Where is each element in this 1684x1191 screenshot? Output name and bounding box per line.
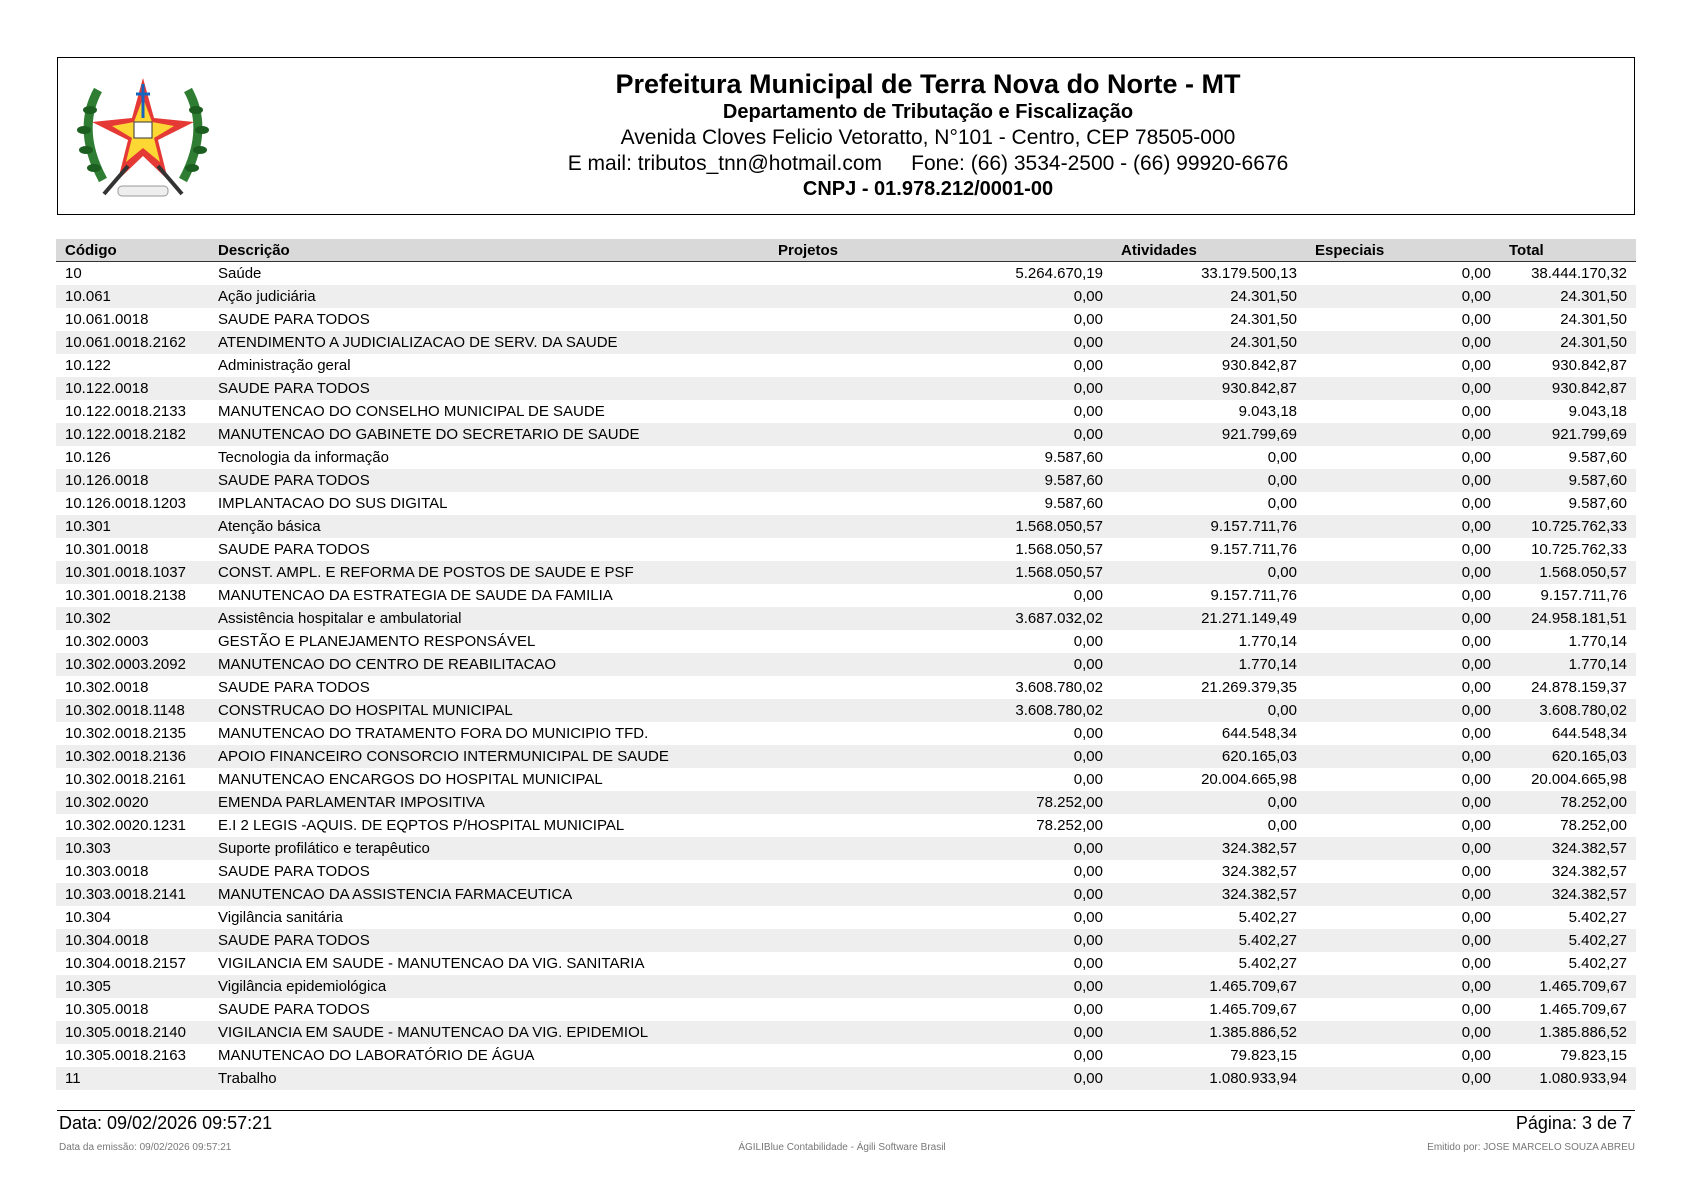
cell-especiais: 0,00 (1306, 561, 1500, 584)
cell-projetos: 0,00 (769, 331, 1112, 354)
table-row (56, 308, 1636, 331)
contact-line: E mail: tributos_tnn@hotmail.com Fone: (66) 3534-2500 - (66) 99920-6676 (567, 152, 1289, 175)
cell-descricao: E.I 2 LEGIS -AQUIS. DE EQPTOS P/HOSPITAL MUNICIPAL (218, 817, 625, 834)
cell-codigo: 10.302.0003.2092 (56, 653, 209, 676)
cell-projetos: 0,00 (1073, 863, 1103, 880)
cell-projetos: 0,00 (769, 285, 1112, 308)
cell-especiais: 0,00 (1461, 265, 1491, 282)
cell-codigo: 10.301 (56, 515, 209, 538)
cell-projetos: 3.687.032,02 (769, 607, 1112, 630)
cell-atividades: 1.465.709,67 (1112, 975, 1306, 998)
cell-codigo: 10.122.0018 (56, 377, 209, 400)
cell-total: 1.465.709,67 (1500, 975, 1636, 998)
cell-atividades: 0,00 (1112, 469, 1306, 492)
cell-projetos: 0,00 (1073, 1047, 1103, 1064)
cell-projetos: 0,00 (769, 377, 1112, 400)
department-name: Departamento de Tributação e Fiscalização (722, 101, 1134, 123)
cell-codigo: 10.305 (56, 975, 209, 998)
cell-descricao: SAUDE PARA TODOS (218, 541, 370, 558)
cell-projetos: 0,00 (1073, 311, 1103, 328)
cell-projetos: 0,00 (769, 423, 1112, 446)
table-row (56, 400, 1636, 423)
cell-projetos: 0,00 (769, 929, 1112, 952)
cell-total: 5.402,27 (1500, 929, 1636, 952)
cell-codigo: 10.302.0018.2161 (65, 771, 186, 788)
cell-projetos: 0,00 (769, 653, 1112, 676)
table-row (56, 860, 1636, 883)
cell-atividades: 0,00 (1267, 495, 1297, 512)
cell-atividades: 0,00 (1267, 449, 1297, 466)
cell-especiais: 0,00 (1461, 955, 1491, 972)
cell-especiais: 0,00 (1306, 745, 1500, 768)
cell-especiais: 0,00 (1461, 1047, 1491, 1064)
cell-projetos: 9.587,60 (1044, 449, 1103, 466)
cell-descricao: MANUTENCAO DA ESTRATEGIA DE SAUDE DA FAMILIA (218, 587, 613, 604)
cell-atividades: 1.770,14 (1238, 633, 1297, 650)
cell-projetos: 0,00 (1073, 955, 1103, 972)
cell-especiais: 0,00 (1461, 311, 1491, 328)
cell-codigo: 10.301.0018 (65, 541, 149, 558)
cell-total: 38.444.170,32 (1531, 265, 1627, 282)
cell-especiais: 0,00 (1306, 515, 1500, 538)
table-row (56, 1021, 1636, 1044)
municipal-coat-of-arms-icon (68, 70, 218, 205)
cell-codigo: 10.122 (65, 357, 111, 374)
table-row (56, 653, 1636, 676)
cell-projetos: 0,00 (1073, 725, 1103, 742)
cell-codigo: 10.061.0018.2162 (56, 331, 209, 354)
cell-total: 9.043,18 (1568, 403, 1627, 420)
table-row (56, 906, 1636, 929)
table-row (56, 952, 1636, 975)
cell-total: 324.382,57 (1551, 863, 1627, 880)
cell-projetos: 0,00 (1073, 357, 1103, 374)
cell-codigo: 10.061.0018 (65, 311, 149, 328)
cell-projetos: 0,00 (1073, 633, 1103, 650)
cell-especiais: 0,00 (1461, 357, 1491, 374)
cell-especiais: 0,00 (1306, 377, 1500, 400)
table-row (56, 492, 1636, 515)
cell-especiais: 0,00 (1306, 1067, 1500, 1090)
cell-codigo: 10.303.0018 (65, 863, 149, 880)
cell-atividades: 33.179.500,13 (1201, 265, 1297, 282)
cell-codigo: 10.304.0018 (56, 929, 209, 952)
cell-total: 930.842,87 (1500, 377, 1636, 400)
cell-especiais: 0,00 (1461, 403, 1491, 420)
cell-descricao: SAUDE PARA TODOS (218, 863, 370, 880)
cell-atividades: 24.301,50 (1112, 285, 1306, 308)
cell-descricao: Administração geral (218, 357, 351, 374)
cell-atividades: 21.269.379,35 (1201, 679, 1297, 696)
column-header-projetos: Projetos (769, 239, 1112, 262)
table-row (56, 837, 1636, 860)
cell-especiais: 0,00 (1306, 285, 1500, 308)
cell-atividades: 9.157.711,76 (1112, 515, 1306, 538)
table-row (56, 929, 1636, 952)
cell-total: 1.770,14 (1568, 633, 1627, 650)
cell-especiais: 0,00 (1306, 837, 1500, 860)
cell-projetos: 9.587,60 (1044, 495, 1103, 512)
cell-codigo: 10.126 (65, 449, 111, 466)
cell-descricao: MANUTENCAO DO GABINETE DO SECRETARIO DE SAUDE (209, 423, 769, 446)
cell-projetos: 1.568.050,57 (769, 515, 1112, 538)
cell-atividades: 0,00 (1112, 699, 1306, 722)
cell-especiais: 0,00 (1461, 771, 1491, 788)
cell-codigo: 10.302.0020 (56, 791, 209, 814)
report-header (57, 57, 1635, 215)
footer-divider (57, 1110, 1635, 1111)
cell-atividades: 9.157.711,76 (1210, 587, 1297, 604)
cell-descricao: MANUTENCAO ENCARGOS DO HOSPITAL MUNICIPAL (218, 771, 603, 788)
cell-especiais: 0,00 (1461, 449, 1491, 466)
cell-descricao: SAUDE PARA TODOS (218, 1001, 370, 1018)
table-row (56, 1044, 1636, 1067)
table-row (56, 745, 1636, 768)
cell-atividades: 79.823,15 (1230, 1047, 1297, 1064)
cell-atividades: 1.465.709,67 (1209, 1001, 1297, 1018)
table-row (56, 354, 1636, 377)
cell-descricao: EMENDA PARLAMENTAR IMPOSITIVA (209, 791, 769, 814)
table-row (56, 814, 1636, 837)
column-header-total: Total (1500, 239, 1636, 262)
cell-especiais: 0,00 (1461, 679, 1491, 696)
cell-especiais: 0,00 (1461, 587, 1491, 604)
cell-total: 20.004.665,98 (1531, 771, 1627, 788)
address-line: Avenida Cloves Felicio Vetoratto, N°101 - Centro, CEP 78505-000 (620, 126, 1236, 149)
column-header-codigo: Código (56, 239, 209, 262)
cell-projetos: 0,00 (769, 1067, 1112, 1090)
cell-atividades: 1.385.886,52 (1112, 1021, 1306, 1044)
cell-atividades: 0,00 (1112, 561, 1306, 584)
cell-codigo: 10.302.0018.2135 (65, 725, 186, 742)
cell-descricao: APOIO FINANCEIRO CONSORCIO INTERMUNICIPAL DE SAUDE (209, 745, 769, 768)
cell-total: 24.878.159,37 (1531, 679, 1627, 696)
cell-atividades: 21.271.149,49 (1112, 607, 1306, 630)
cell-codigo: 10.122.0018.2133 (65, 403, 186, 420)
cell-especiais: 0,00 (1306, 929, 1500, 952)
cell-descricao: CONST. AMPL. E REFORMA DE POSTOS DE SAUDE E PSF (209, 561, 769, 584)
cell-codigo: 10.302.0003 (65, 633, 149, 650)
cell-total: 24.301,50 (1500, 331, 1636, 354)
cell-codigo: 10.305.0018.2163 (65, 1047, 186, 1064)
cell-codigo: 10.305.0018.2140 (56, 1021, 209, 1044)
cell-especiais: 0,00 (1306, 423, 1500, 446)
table-row (56, 285, 1636, 308)
header-text-block (428, 68, 1428, 202)
table-row (56, 584, 1636, 607)
cell-descricao: Tecnologia da informação (218, 449, 389, 466)
column-header-especiais: Especiais (1306, 239, 1500, 262)
cell-especiais: 0,00 (1461, 725, 1491, 742)
cell-projetos: 5.264.670,19 (1015, 265, 1103, 282)
cell-projetos: 3.608.780,02 (769, 699, 1112, 722)
cell-especiais: 0,00 (1306, 791, 1500, 814)
cell-total: 1.568.050,57 (1500, 561, 1636, 584)
cell-total: 9.587,60 (1568, 449, 1627, 466)
cell-especiais: 0,00 (1461, 1001, 1491, 1018)
cell-descricao: VIGILANCIA EM SAUDE - MANUTENCAO DA VIG. EPIDEMIOL (209, 1021, 769, 1044)
cell-codigo: 10.302.0018 (65, 679, 149, 696)
cell-total: 10.725.762,33 (1500, 515, 1636, 538)
cell-total: 324.382,57 (1500, 883, 1636, 906)
cell-codigo: 10.302.0020.1231 (65, 817, 186, 834)
cell-codigo: 10.302 (56, 607, 209, 630)
cell-total: 1.385.886,52 (1500, 1021, 1636, 1044)
cell-projetos: 3.608.780,02 (1015, 679, 1103, 696)
cell-descricao: SAUDE PARA TODOS (218, 679, 370, 696)
cell-descricao: Trabalho (209, 1067, 769, 1090)
cell-atividades: 620.165,03 (1112, 745, 1306, 768)
page-title: Prefeitura Municipal de Terra Nova do Norte - MT (615, 69, 1241, 99)
cell-especiais: 0,00 (1306, 331, 1500, 354)
cell-descricao: Ação judiciária (209, 285, 769, 308)
cell-especiais: 0,00 (1461, 863, 1491, 880)
table-row (56, 561, 1636, 584)
table-header-row (56, 239, 1636, 262)
software-credit: ÁGILIBlue Contabilidade - Ágili Software Brasil (738, 1142, 946, 1153)
cell-codigo: 10.303 (56, 837, 209, 860)
cell-codigo: 10.304.0018.2157 (65, 955, 186, 972)
cell-atividades: 324.382,57 (1112, 883, 1306, 906)
cell-especiais: 0,00 (1461, 495, 1491, 512)
cell-atividades: 9.043,18 (1238, 403, 1297, 420)
cell-total: 930.842,87 (1551, 357, 1627, 374)
cell-atividades: 5.402,27 (1112, 929, 1306, 952)
cell-total: 24.301,50 (1560, 311, 1627, 328)
cell-atividades: 930.842,87 (1112, 377, 1306, 400)
cell-atividades: 0,00 (1112, 791, 1306, 814)
cell-descricao: Suporte profilático e terapêutico (209, 837, 769, 860)
cell-projetos: 0,00 (769, 883, 1112, 906)
footer-date: Data: 09/02/2026 09:57:21 (59, 1113, 273, 1133)
cell-projetos: 0,00 (1073, 587, 1103, 604)
cell-especiais: 0,00 (1306, 653, 1500, 676)
table-row (56, 423, 1636, 446)
cell-atividades: 644.548,34 (1221, 725, 1297, 742)
cell-atividades: 324.382,57 (1112, 837, 1306, 860)
cell-projetos: 0,00 (1073, 909, 1103, 926)
cell-total: 1.080.933,94 (1500, 1067, 1636, 1090)
cell-especiais: 0,00 (1461, 817, 1491, 834)
cell-total: 24.958.181,51 (1500, 607, 1636, 630)
cell-codigo: 10.061 (56, 285, 209, 308)
cell-atividades: 1.080.933,94 (1112, 1067, 1306, 1090)
table-row (56, 377, 1636, 400)
cell-projetos: 0,00 (769, 837, 1112, 860)
cell-codigo: 10.304 (65, 909, 111, 926)
table-row (56, 791, 1636, 814)
emission-date: Data da emissão: 09/02/2026 09:57:21 (59, 1142, 232, 1153)
cell-codigo: 10 (65, 265, 82, 282)
cell-descricao: Vigilância epidemiológica (209, 975, 769, 998)
cell-codigo: 10.305.0018 (65, 1001, 149, 1018)
cell-atividades: 9.157.711,76 (1210, 541, 1297, 558)
cell-total: 78.252,00 (1560, 817, 1627, 834)
table-row (56, 630, 1636, 653)
cell-total: 9.157.711,76 (1540, 587, 1627, 604)
table-row (56, 607, 1636, 630)
table-body (56, 262, 1636, 1091)
cell-total: 9.587,60 (1500, 469, 1636, 492)
cell-especiais: 0,00 (1461, 909, 1491, 926)
cell-projetos: 0,00 (769, 975, 1112, 998)
cell-projetos: 0,00 (1073, 1001, 1103, 1018)
cell-descricao: SAUDE PARA TODOS (209, 377, 769, 400)
column-header-descricao: Descrição (209, 239, 769, 262)
cell-projetos: 78.252,00 (1036, 817, 1103, 834)
cell-projetos: 1.568.050,57 (1015, 541, 1103, 558)
table-row (56, 1067, 1636, 1090)
table-row (56, 262, 1636, 286)
cell-total: 921.799,69 (1500, 423, 1636, 446)
cell-descricao: Vigilância sanitária (218, 909, 343, 926)
cell-projetos: 9.587,60 (769, 469, 1112, 492)
cell-descricao: VIGILANCIA EM SAUDE - MANUTENCAO DA VIG. SANITARIA (218, 955, 645, 972)
table-row (56, 768, 1636, 791)
cell-descricao: MANUTENCAO DO CONSELHO MUNICIPAL DE SAUDE (218, 403, 605, 420)
cell-total: 10.725.762,33 (1531, 541, 1627, 558)
cell-descricao: GESTÃO E PLANEJAMENTO RESPONSÁVEL (218, 633, 536, 650)
cell-atividades: 20.004.665,98 (1201, 771, 1297, 788)
table-row (56, 538, 1636, 561)
cell-descricao: MANUTENCAO DO CENTRO DE REABILITACAO (209, 653, 769, 676)
cell-codigo: 10.126.0018.1203 (65, 495, 186, 512)
table-row (56, 699, 1636, 722)
cell-especiais: 0,00 (1461, 541, 1491, 558)
cell-projetos: 0,00 (1073, 403, 1103, 420)
cell-especiais: 0,00 (1306, 1021, 1500, 1044)
cell-atividades: 930.842,87 (1221, 357, 1297, 374)
cell-total: 24.301,50 (1500, 285, 1636, 308)
cell-descricao: SAUDE PARA TODOS (209, 469, 769, 492)
cell-total: 5.402,27 (1568, 909, 1627, 926)
cell-codigo: 10.302.0018.2136 (56, 745, 209, 768)
cell-atividades: 5.402,27 (1238, 955, 1297, 972)
cell-codigo: 10.302.0018.1148 (56, 699, 209, 722)
cell-projetos: 1.568.050,57 (769, 561, 1112, 584)
cell-especiais: 0,00 (1306, 883, 1500, 906)
page-number: Página: 3 de 7 (1515, 1113, 1632, 1133)
cell-codigo: 10.122.0018.2182 (56, 423, 209, 446)
table-row (56, 469, 1636, 492)
cell-total: 5.402,27 (1568, 955, 1627, 972)
cell-especiais: 0,00 (1306, 469, 1500, 492)
cell-atividades: 24.301,50 (1230, 311, 1297, 328)
cell-total: 9.587,60 (1568, 495, 1627, 512)
table-row (56, 883, 1636, 906)
cell-atividades: 24.301,50 (1112, 331, 1306, 354)
cell-projetos: 0,00 (769, 745, 1112, 768)
cell-atividades: 921.799,69 (1112, 423, 1306, 446)
cell-projetos: 78.252,00 (769, 791, 1112, 814)
cell-codigo: 10.303.0018.2141 (56, 883, 209, 906)
cell-codigo: 10.301.0018.1037 (56, 561, 209, 584)
cell-descricao: Assistência hospitalar e ambulatorial (209, 607, 769, 630)
cell-atividades: 1.770,14 (1112, 653, 1306, 676)
budget-table (56, 239, 1636, 1090)
cell-atividades: 0,00 (1267, 817, 1297, 834)
cell-total: 1.770,14 (1500, 653, 1636, 676)
cell-projetos: 0,00 (769, 1021, 1112, 1044)
issued-by: Emitido por: JOSE MARCELO SOUZA ABREU (1427, 1142, 1635, 1153)
cell-descricao: MANUTENCAO DO LABORATÓRIO DE ÁGUA (218, 1047, 535, 1064)
cell-descricao: Saúde (218, 265, 262, 282)
cell-codigo: 11 (56, 1067, 209, 1090)
cell-total: 78.252,00 (1500, 791, 1636, 814)
cell-descricao: ATENDIMENTO A JUDICIALIZACAO DE SERV. DA SAUDE (209, 331, 769, 354)
cell-total: 1.465.709,67 (1539, 1001, 1627, 1018)
column-header-atividades: Atividades (1112, 239, 1306, 262)
cell-descricao: MANUTENCAO DO TRATAMENTO FORA DO MUNICIPIO TFD. (218, 725, 649, 742)
cell-codigo: 10.126.0018 (56, 469, 209, 492)
cell-total: 324.382,57 (1500, 837, 1636, 860)
cell-total: 644.548,34 (1551, 725, 1627, 742)
cell-descricao: CONSTRUCAO DO HOSPITAL MUNICIPAL (209, 699, 769, 722)
cell-descricao: SAUDE PARA TODOS (218, 311, 370, 328)
cell-codigo: 10.301.0018.2138 (65, 587, 186, 604)
cell-especiais: 0,00 (1306, 975, 1500, 998)
table-row (56, 998, 1636, 1021)
cnpj-line: CNPJ - 01.978.212/0001-00 (802, 178, 1054, 200)
cell-atividades: 324.382,57 (1221, 863, 1297, 880)
table-row (56, 331, 1636, 354)
table-row (56, 676, 1636, 699)
table-row (56, 515, 1636, 538)
cell-descricao: IMPLANTACAO DO SUS DIGITAL (218, 495, 448, 512)
cell-especiais: 0,00 (1306, 699, 1500, 722)
cell-total: 79.823,15 (1560, 1047, 1627, 1064)
cell-total: 3.608.780,02 (1500, 699, 1636, 722)
cell-descricao: MANUTENCAO DA ASSISTENCIA FARMACEUTICA (209, 883, 769, 906)
cell-descricao: SAUDE PARA TODOS (209, 929, 769, 952)
cell-atividades: 5.402,27 (1238, 909, 1297, 926)
table-row (56, 975, 1636, 998)
cell-total: 620.165,03 (1500, 745, 1636, 768)
cell-descricao: Atenção básica (209, 515, 769, 538)
cell-especiais: 0,00 (1461, 633, 1491, 650)
table-row (56, 722, 1636, 745)
cell-especiais: 0,00 (1306, 607, 1500, 630)
cell-projetos: 0,00 (1073, 771, 1103, 788)
table-row (56, 446, 1636, 469)
